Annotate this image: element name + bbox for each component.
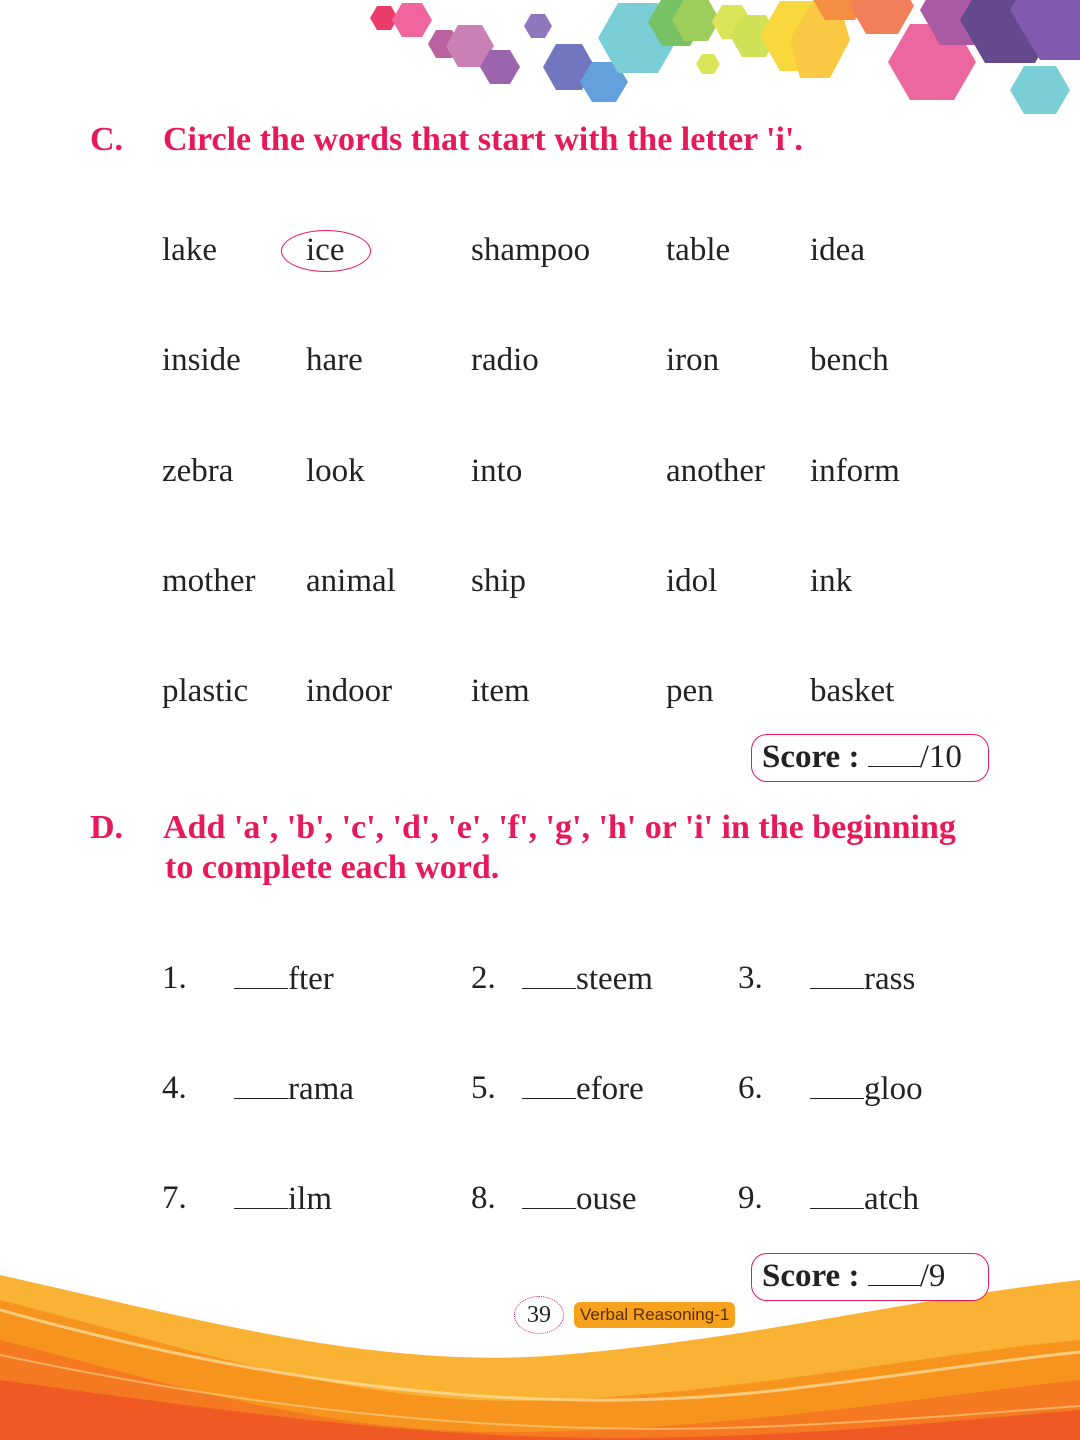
word-item[interactable]: bench (810, 342, 889, 378)
section-c-instruction: Circle the words that start with the letter 'i'. (163, 121, 803, 158)
score-label: Score : (762, 739, 860, 775)
fill-blank-item[interactable]: efore (522, 1068, 644, 1109)
word-item[interactable]: ink (810, 563, 853, 599)
fill-blank-item[interactable]: steem (522, 958, 653, 999)
fill-blank-item[interactable]: ouse (522, 1178, 637, 1219)
fill-blank-item[interactable]: rass (810, 958, 915, 999)
word-item[interactable]: look (306, 453, 365, 489)
word-item[interactable]: ship (471, 563, 527, 599)
page-number: 39 (514, 1296, 564, 1334)
section-c-heading (90, 120, 1050, 160)
word-item[interactable]: another (666, 453, 765, 489)
section-d-heading (90, 808, 1050, 888)
word-item[interactable]: lake (162, 232, 217, 268)
word-item[interactable]: mother (162, 563, 256, 599)
score-blank[interactable] (868, 1255, 920, 1286)
section-c-letter: C. (90, 121, 124, 158)
score-total: /9 (919, 1258, 946, 1294)
word-item[interactable]: radio (471, 342, 539, 378)
score-blank[interactable] (868, 736, 920, 767)
fill-blank-item[interactable]: rama (234, 1068, 354, 1109)
fill-blank-item[interactable]: gloo (810, 1068, 923, 1109)
word-item[interactable]: item (471, 673, 530, 709)
item-number: 5. (471, 1070, 496, 1106)
section-d-instruction-line2: to complete each word. (165, 849, 500, 886)
section-d-instruction-line1: Add 'a', 'b', 'c', 'd', 'e', 'f', 'g', 'h' or 'i' in the beginning (163, 809, 956, 846)
word-item[interactable]: shampoo (471, 232, 591, 268)
item-number: 8. (471, 1180, 496, 1216)
item-number: 1. (162, 960, 187, 996)
fill-blank-item[interactable]: ilm (234, 1178, 332, 1219)
word-item[interactable]: into (471, 453, 523, 489)
word-item[interactable]: iron (666, 342, 720, 378)
word-item[interactable]: plastic (162, 673, 249, 709)
word-item[interactable]: animal (306, 563, 396, 599)
score-box-d (751, 1253, 989, 1301)
item-number: 4. (162, 1070, 187, 1106)
book-title-badge: Verbal Reasoning-1 (574, 1302, 735, 1328)
example-circle (281, 230, 371, 272)
word-item[interactable]: inside (162, 342, 241, 378)
item-number: 9. (738, 1180, 763, 1216)
word-item[interactable]: pen (666, 673, 714, 709)
fill-blank-item[interactable]: fter (234, 958, 334, 999)
word-item[interactable]: hare (306, 342, 363, 378)
word-item[interactable]: idea (810, 232, 865, 268)
word-item[interactable]: table (666, 232, 731, 268)
section-d-letter: D. (90, 809, 124, 846)
item-number: 2. (471, 960, 496, 996)
hexagon-decoration (0, 0, 1080, 130)
word-item[interactable]: zebra (162, 453, 234, 489)
word-item[interactable]: ice (306, 232, 345, 268)
item-number: 7. (162, 1180, 187, 1216)
score-total: /10 (919, 739, 962, 775)
fill-blank-item[interactable]: atch (810, 1178, 919, 1219)
word-item[interactable]: inform (810, 453, 900, 489)
word-item[interactable]: basket (810, 673, 895, 709)
score-label: Score : (762, 1258, 860, 1294)
item-number: 6. (738, 1070, 763, 1106)
word-item[interactable]: idol (666, 563, 718, 599)
score-box-c (751, 734, 989, 782)
item-number: 3. (738, 960, 763, 996)
word-item[interactable]: indoor (306, 673, 393, 709)
